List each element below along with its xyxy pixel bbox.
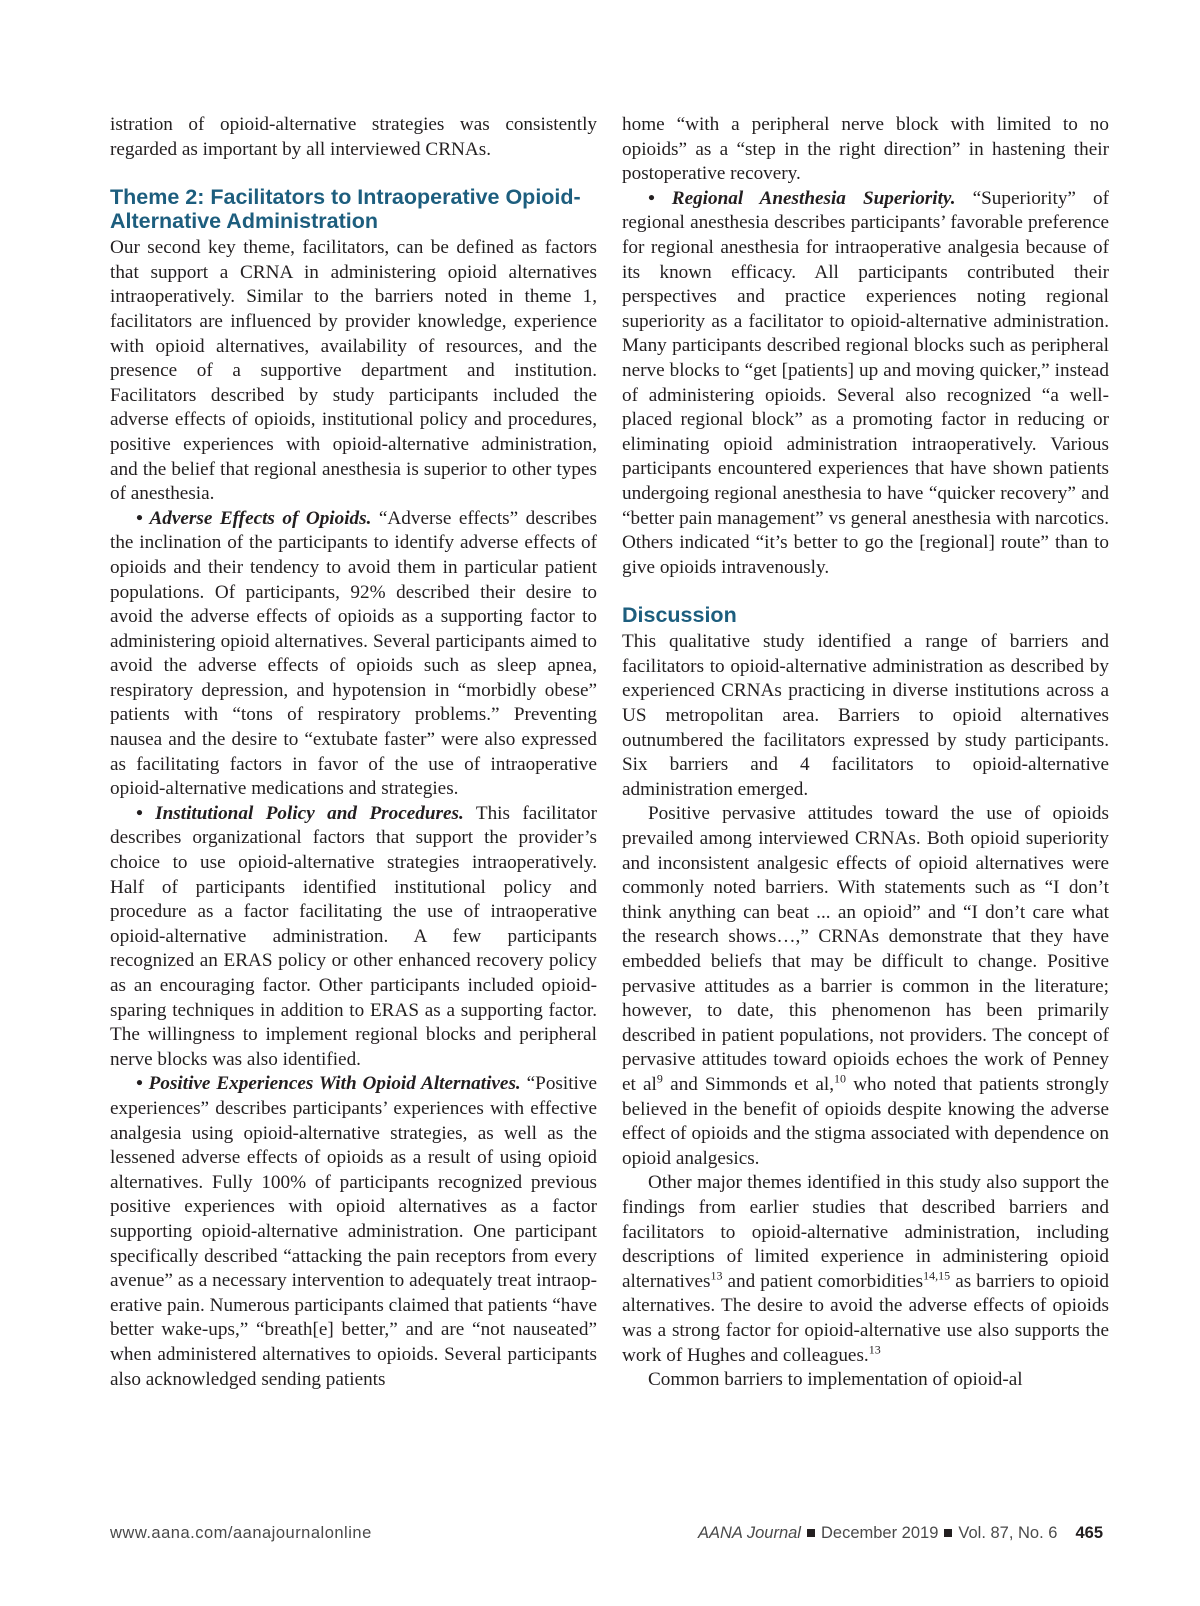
citation-ref: 13 xyxy=(710,1268,723,1283)
text-run: as barriers to opioid alternatives. The desire to avoid the adverse effects of opioids was a strong factor for opioid-alternative use also supports the work of Hughes and colleagues. xyxy=(622,1270,1109,1366)
paragraph-adverse-effects xyxy=(110,507,597,802)
subtheme-title-positive-experiences: • Positive Experiences With Opioid Alternatives. xyxy=(136,1073,521,1095)
separator-square-icon xyxy=(807,1529,815,1537)
paragraph-continued: istration of opioid-alternative strategies was consistently regarded as important by all interviewed CRNAs. xyxy=(110,114,597,160)
citation-ref: 9 xyxy=(656,1071,663,1086)
volume-number: Vol. 87, No. 6 xyxy=(958,1524,1058,1542)
left-column xyxy=(110,113,597,1392)
citation-ref: 13 xyxy=(868,1342,881,1357)
text-run: who noted that patients strongly believed in the benefit of opioids despite knowing the adverse effect of opioids and the stigma associated with dependence on opioid analgesics. xyxy=(622,1073,1110,1169)
citation-ref: 10 xyxy=(834,1071,846,1086)
section-heading-theme2: Theme 2: Facilitators to Intraoperative Opioid-Alternative Administration xyxy=(110,185,581,234)
subtheme-text-institutional-policy: This facilitator describes organizational factors that support the provider’s choice to use opioid-alternative strategies intraoperatively. Half of participants identified institutional policy and procedure as a factor facilitating the use of intraoperative opioid-alternative administration. A few participants recognized an ERAS policy or other enhanced recovery policy as an encouraging factor. Other participants included opioid-sparing techniques in addition to ERAS as a supporting factor. The willingness to implement regional blocks and peripheral nerve blocks was also identified. xyxy=(110,802,597,1070)
subtheme-title-institutional-policy: • Institutional Policy and Procedures. xyxy=(136,802,464,824)
text-run: and Simmonds et al, xyxy=(662,1073,834,1095)
subtheme-text-adverse-effects: “Adverse effects” describes the inclination of the participants to identify adverse effects of opioids and their tendency to avoid them in particular patient populations. Of participants, 92% described their desire to avoid the adverse effects of opioids as a supporting factor to administering opioid alternatives. Several participants aimed to avoid the adverse effects of opioids such as sleep apnea, respiratory depression, and hypotension in “morbidly obese” patients with “tons of respiratory problems.” Preventing nausea and the desire to “extubate faster” were also expressed as facilitating factors in favor of the use of intraoperative opioid-alternative medications and strategies. xyxy=(110,507,597,800)
right-column xyxy=(622,113,1109,1393)
paragraph-discussion-intro: This qualitative study identified a range of barriers and facilitators to opioid-alternative administration as described by experienced CRNAs practicing in diverse institutions across a US metropolitan area. Barriers to opioid alternatives outnumbered the facilitators expressed by study participants. Six barriers and 4 facilitators to opioid-alternative administration emerged. xyxy=(622,631,1109,800)
subtheme-title-adverse-effects: • Adverse Effects of Opioids. xyxy=(136,507,372,529)
paragraph-pervasive-attitudes xyxy=(622,802,1109,1171)
footer-citation xyxy=(698,1524,1103,1543)
text-run: Positive pervasive attitudes toward the use of opioids prevailed among interviewed CRNAs. Both opioid superiority and inconsistent analgesic effects of opioid alternatives were commonly noted barriers. With statements such as “I don’t think anything can beat ... an opioid” and “I don’t care what the research shows…,” CRNAs demonstrate that they have embedded beliefs that may be difficult to change. Positive pervasive attitudes as a barrier is common in the literature; however, to date, this phenomenon has been primarily described in patient populations, not providers. The concept of pervasive attitudes toward opioids echoes the work of Penney et al xyxy=(622,803,1109,1095)
section-heading-discussion: Discussion xyxy=(622,603,737,628)
paragraph-institutional-policy xyxy=(110,802,597,1073)
paragraph-regional-superiority xyxy=(622,187,1109,581)
page-number: 465 xyxy=(1075,1524,1103,1542)
paragraph-continued-home: home “with a peripheral nerve block with limited to no opioids” as a “step in the right direction” in hastening their postoperative recovery. xyxy=(622,114,1109,185)
text-run: Other major themes identified in this study also support the findings from earlier studies that described barriers and facilitators to opioid-alternative administration, including descriptions of limited experience in administering opioid alternatives xyxy=(622,1172,1109,1292)
subtheme-text-regional-superiority: “Superiority” of regional anesthesia describes participants’ favorable preference for regional anesthesia for intraoperative analgesia because of its known efficacy. All participants contributed their perspectives and practice experiences noting regional superiority as a facilitator to opioid-alternative administration. Many participants described regional blocks such as peripheral nerve blocks to “get [patients] up and moving quicker,” instead of administering opioids. Several also recognized “a well-placed regional block” as a promoting factor in reducing or eliminating opioid administration intraoperatively. Various participants encountered experiences that have shown patients undergoing regional anesthesia to have “quicker recovery” and “better pain management” vs general anesthesia with narcotics. Others indicated “it’s better to go the [regional] route” than to give opioids intravenously. xyxy=(622,187,1109,578)
paragraph-positive-experiences xyxy=(110,1072,597,1392)
subtheme-title-regional-superiority: • Regional Anesthesia Superiority. xyxy=(648,187,956,209)
paragraph-common-barriers: Common barriers to implementation of opioid-al xyxy=(648,1369,1023,1391)
issue-date: December 2019 xyxy=(820,1524,939,1542)
citation-ref: 14,15 xyxy=(923,1268,951,1283)
paragraph-facilitators-intro: Our second key theme, facilitators, can be defined as factors that support a CRNA in administering opioid alternatives intraoperatively. Similar to the barriers noted in theme 1, facilitators are influenced by provider knowledge, experience with opioid alternatives, availability of resources, and the presence of a supportive department and institution. Facilitators described by study participants included the adverse effects of opioids, institutional policy and procedures, positive experiences with opioid-alternative administration, and the belief that regional anesthesia is superior to other types of anesthesia. xyxy=(110,237,597,505)
paragraph-other-themes xyxy=(622,1171,1109,1368)
separator-square-icon xyxy=(944,1529,952,1537)
journal-name: AANA Journal xyxy=(697,1524,801,1542)
text-run: and patient comorbidities xyxy=(722,1270,924,1292)
subtheme-text-positive-experiences: “Positive experiences” describes participants’ experiences with effective analgesia using opioid-alternative strategies, as well as the lessened adverse effects of opioids as a result of using opioid alternatives. Fully 100% of participants recognized previous positive experiences with opioid alternatives as a factor supporting opioid-alternative administration. One participant specifically described “attacking the pain receptors from every avenue” as a necessary intervention to adequately treat intraoperative pain. Numerous participants claimed that patients “have better wake-ups,” “breath[e] better,” and are “not nauseated” when administered alternatives to opioids. Several participants also acknowledged sending patients xyxy=(110,1073,597,1390)
journal-url-link[interactable]: www.aana.com/aanajournalonline xyxy=(110,1524,372,1542)
